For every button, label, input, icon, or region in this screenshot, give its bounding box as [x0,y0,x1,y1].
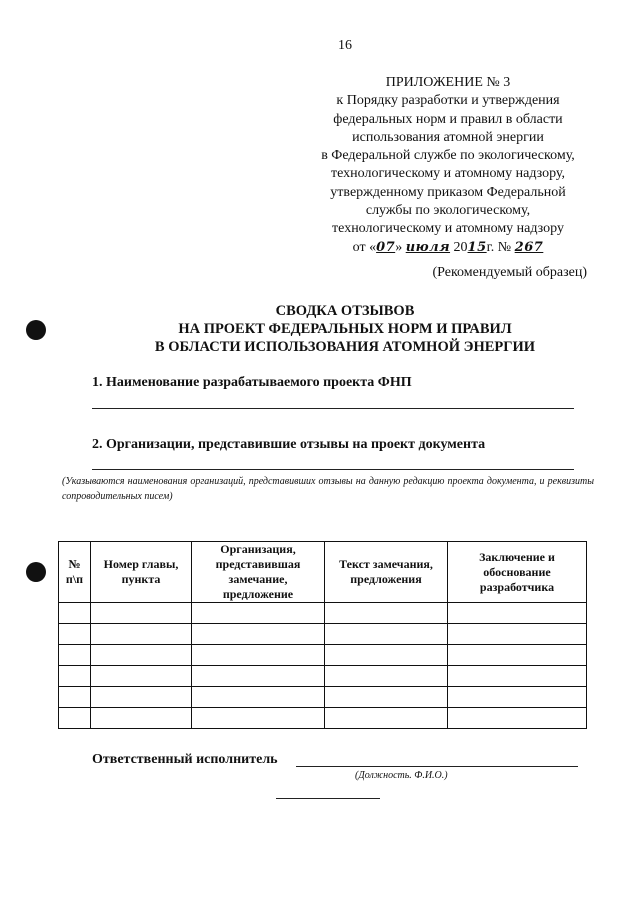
table-row [59,603,587,624]
header-chapter: Номер главы, пункта [91,542,192,603]
year-prefix: 20 [453,239,468,255]
table-row [59,708,587,729]
appendix-line: использования атомной энергии [352,129,544,145]
table-row [59,687,587,708]
appendix-line: к Порядку разработки и утверждения [336,93,560,109]
appendix-line: технологическому и атомному надзору [332,221,564,237]
page-number: 16 [338,38,352,53]
responsible-executor-label: Ответственный исполнитель [92,752,278,767]
header-conclusion: Заключение и обоснование разработчика [448,542,587,603]
header-number: № п\п [59,542,91,603]
handwritten-month: июля [405,239,451,255]
document-title [60,302,630,356]
section-2-heading: 2. Организации, представившие отзывы на проект документа [92,437,486,452]
section-1-heading: 1. Наименование разрабатываемого проекта ФНП [92,375,412,390]
reviews-table [58,541,587,729]
punch-hole-icon [26,562,46,582]
appendix-line: федеральных норм и правил в области [333,111,563,127]
number-label: г. № [486,239,512,255]
section-2-fill-line [92,469,574,470]
appendix-line: в Федеральной службе по экологическому, [321,148,575,164]
footnote-divider [276,798,380,799]
title-line: НА ПРОЕКТ ФЕДЕРАЛЬНЫХ НОРМ И ПРАВИЛ [178,321,512,337]
signature-line [296,766,578,767]
appendix-block [300,74,596,257]
appendix-heading: ПРИЛОЖЕНИЕ № 3 [385,75,511,90]
table-header-row [59,542,587,603]
table-row [59,624,587,645]
table-row [59,645,587,666]
date-prefix: от « [352,239,377,255]
handwritten-number: 267 [514,239,544,255]
appendix-line: службы по экологическому, [365,203,531,219]
title-line: СВОДКА ОТЗЫВОВ [275,303,415,319]
table-row [59,666,587,687]
recommended-sample-label: (Рекомендуемый образец) [432,265,587,280]
signature-hint: (Должность. Ф.И.О.) [355,770,448,781]
section-1-fill-line [92,408,574,409]
handwritten-year: 15 [467,239,487,255]
title-line: В ОБЛАСТИ ИСПОЛЬЗОВАНИЯ АТОМНОЙ ЭНЕРГИИ [154,339,536,355]
section-2-hint: (Указываются наименования организаций, представивших отзывы на данную редакцию проекта документа, и реквизиты сопроводительных писем) [62,476,594,502]
header-remark-text: Текст замечания, предложения [325,542,448,603]
header-organization: Организация, представившая замечание, предложение [192,542,325,603]
order-date-line: от «07» июля 2015г. № 267 [352,239,544,255]
punch-hole-icon [26,320,46,340]
handwritten-day: 07 [376,239,396,255]
appendix-line: утвержденному приказом Федеральной [330,184,566,200]
appendix-line: технологическому и атомному надзору, [331,166,565,182]
